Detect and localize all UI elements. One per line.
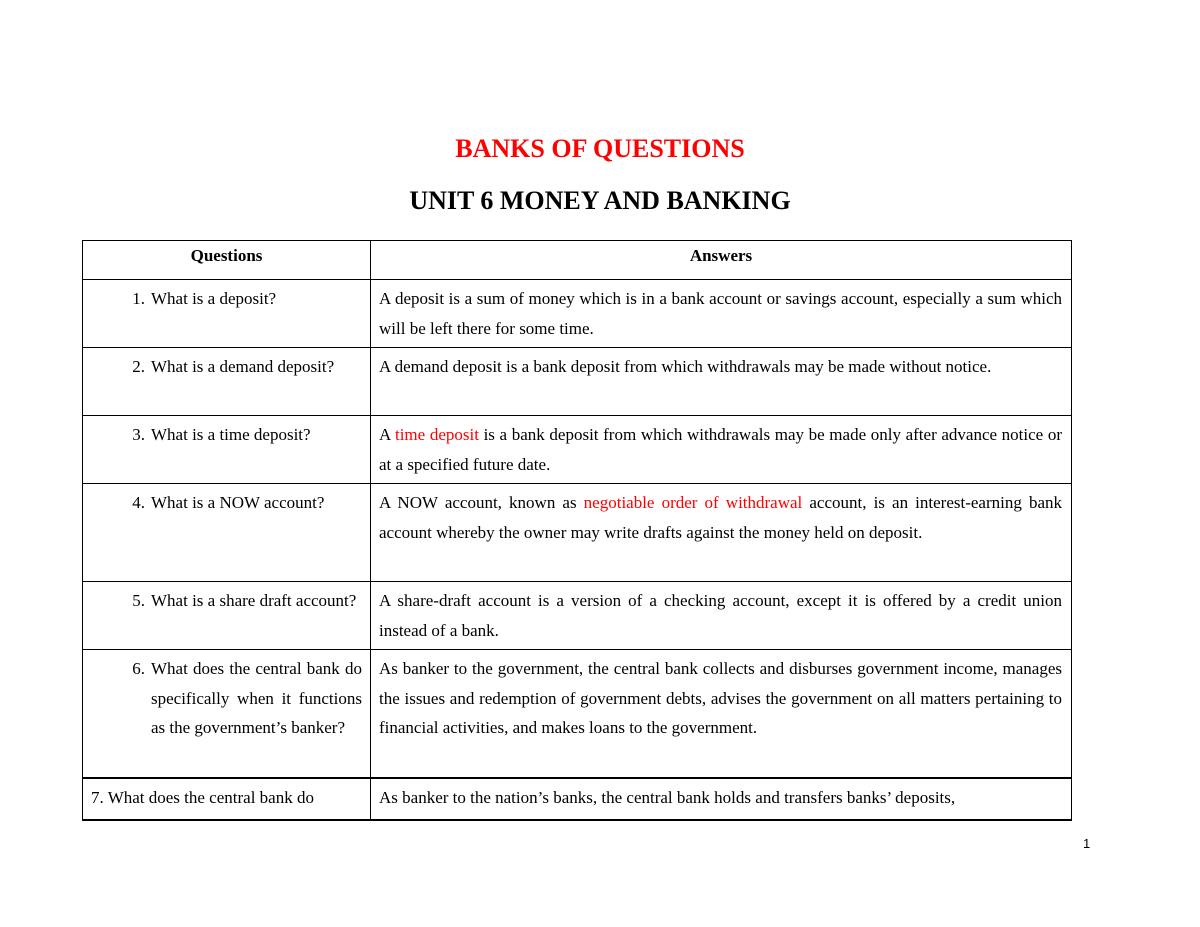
question-text: What is a deposit? <box>151 289 277 308</box>
answer-cell: A deposit is a sum of money which is in a bank account or savings account, especially a sum which will be left there for some time. <box>371 280 1072 348</box>
question-text: What is a share draft account? <box>151 591 357 610</box>
question-cell <box>83 348 371 416</box>
table-row <box>83 778 1072 820</box>
table-header-row <box>83 241 1072 280</box>
answer-cell: As banker to the government, the central bank collects and disburses government income, manages the issues and redemption of government debts, advises the government on all matters pertaining to financial activities, and makes loans to the government. <box>371 650 1072 779</box>
table-row <box>83 582 1072 650</box>
question-cell <box>83 650 371 779</box>
question-text: What is a time deposit? <box>151 425 311 444</box>
answers-header: Answers <box>371 241 1072 280</box>
table-row <box>83 416 1072 484</box>
question-number: 1. <box>132 289 145 308</box>
answer-text: account, is an interest-earning bank account whereby the owner may write drafts against the money held on deposit. <box>379 493 1062 542</box>
table-row <box>83 484 1072 582</box>
question-text: What is a demand deposit? <box>151 357 335 376</box>
page-number: 1 <box>1083 836 1091 851</box>
qa-table <box>82 240 1072 821</box>
question-number: 3. <box>132 425 145 444</box>
question-number: 2. <box>132 357 145 376</box>
question-number: 5. <box>132 591 145 610</box>
question-text: What does the central bank do specifically when it functions as the government’s banker? <box>151 659 362 737</box>
answer-cell: As banker to the nation’s banks, the central bank holds and transfers banks’ deposits, <box>371 778 1072 820</box>
answer-cell <box>371 416 1072 484</box>
question-text: What is a NOW account? <box>151 493 325 512</box>
answer-text: A <box>379 425 395 444</box>
question-cell <box>83 280 371 348</box>
question-cell: 7. What does the central bank do <box>83 778 371 820</box>
questions-header: Questions <box>83 241 371 280</box>
answer-text: is a bank deposit from which withdrawals may be made only after advance notice or at a specified future date. <box>379 425 1063 474</box>
answer-cell: A share-draft account is a version of a checking account, except it is offered by a credit union instead of a bank. <box>371 582 1072 650</box>
table-row <box>83 280 1072 348</box>
highlighted-term: negotiable order of withdrawal <box>583 493 803 512</box>
answer-text: A NOW account, known as <box>379 493 584 512</box>
highlighted-term: time deposit <box>394 425 479 444</box>
question-cell <box>83 484 371 582</box>
answer-cell: A demand deposit is a bank deposit from which withdrawals may be made without notice. <box>371 348 1072 416</box>
question-cell <box>83 416 371 484</box>
document-subtitle: UNIT 6 MONEY AND BANKING <box>409 186 791 215</box>
question-number: 6. <box>132 659 145 678</box>
table-row <box>83 348 1072 416</box>
question-cell <box>83 582 371 650</box>
answer-cell <box>371 484 1072 582</box>
question-number: 4. <box>132 493 145 512</box>
table-row <box>83 650 1072 779</box>
document-title: BANKS OF QUESTIONS <box>455 134 745 163</box>
